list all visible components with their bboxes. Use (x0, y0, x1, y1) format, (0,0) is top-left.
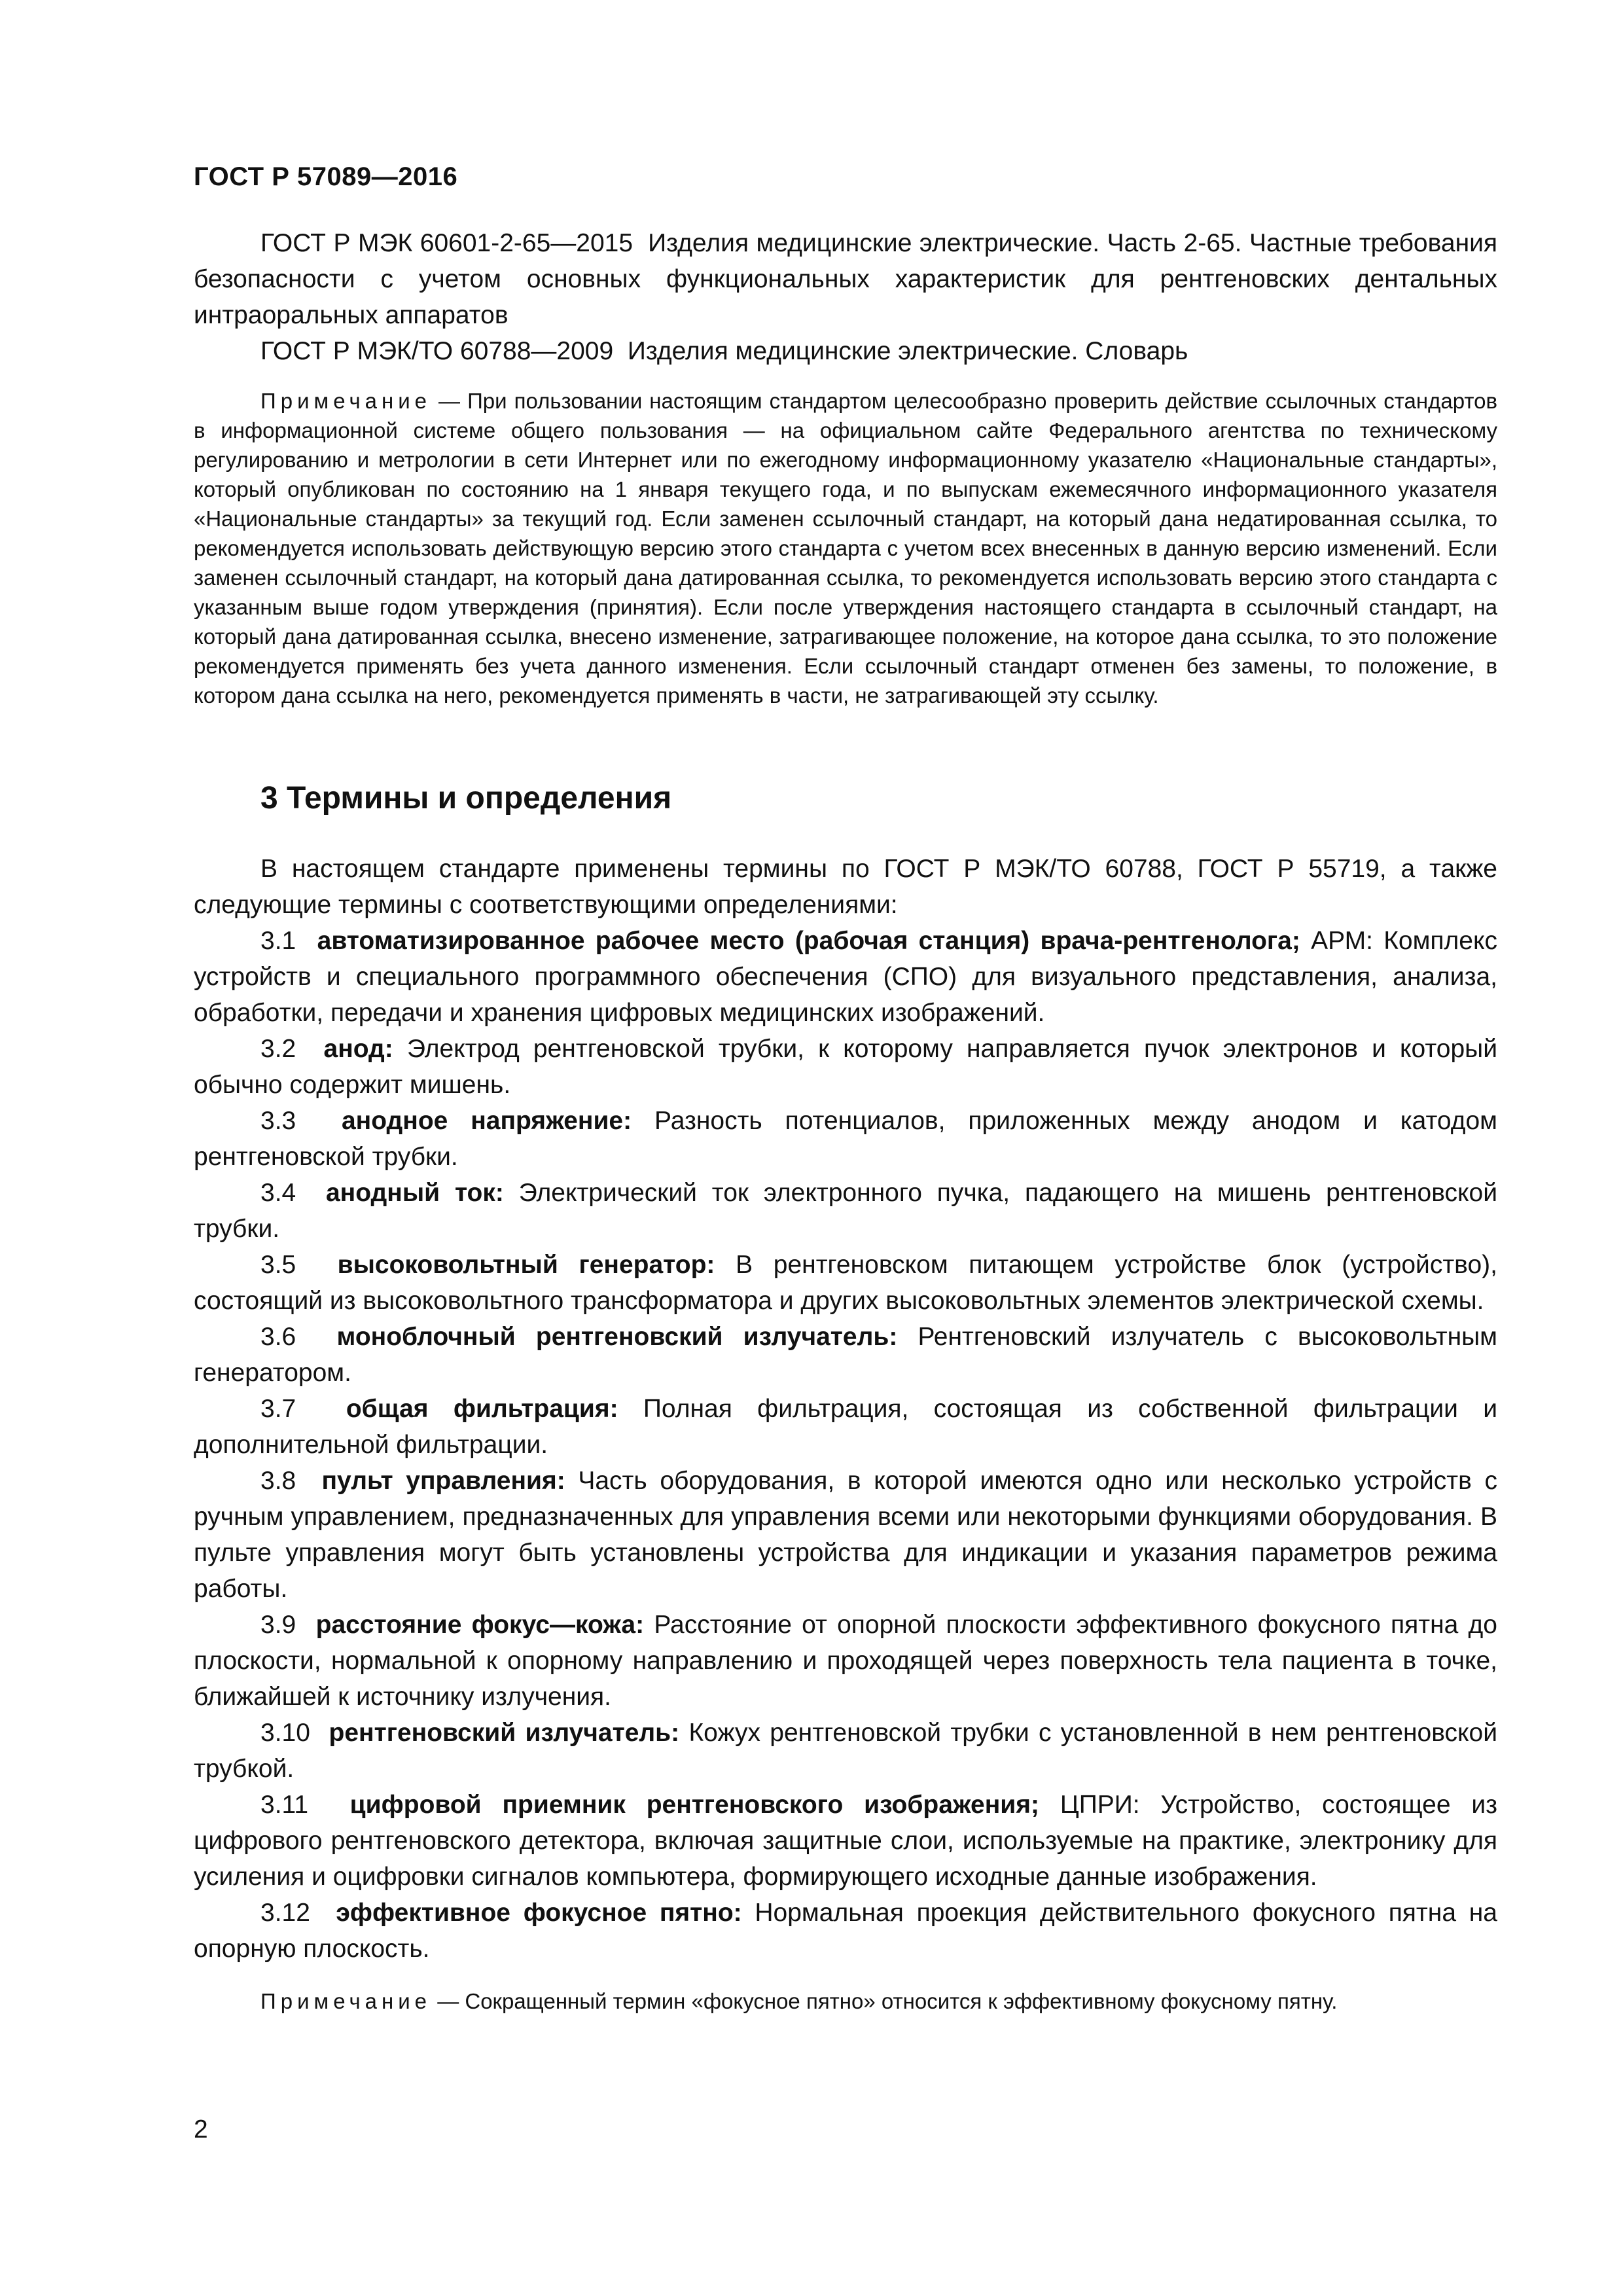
term-name: анод: (323, 1035, 393, 1063)
note-text: — При пользовании настоящим стандартом целесообразно проверить действие ссылочных стандартов в информационной системе общего пользования — на официальном сайте Федерального агентства по техническому регулированию и метрологии в сети Интернет или по ежегодному информационному указателю «Национальные стандарты», который опубликован по состоянию на 1 января текущего года, и по выпускам ежемесячного информационного указателя «Национальные стандарты» за текущий год. Если заменен ссылочный стандарт, на который дана недатированная ссылка, то рекомендуется использовать действующую версию этого стандарта с учетом всех внесенных в данную версию изменений. Если заменен ссылочный стандарт, на который дана датированная ссылка, то рекомендуется использовать версию этого стандарта с указанным выше годом утверждения (принятия). Если после утверждения настоящего стандарта в ссылочный стандарт, на который дана датированная ссылка, внесено изменение, затрагивающее положение, на которое дана ссылка, то это положение рекомендуется применять без учета данного изменения. Если ссылочный стандарт отменен без замены, то положение, в котором дана ссылка на него, рекомендуется применять в части, не затрагивающей эту ссылку. (194, 389, 1497, 708)
note-paragraph (194, 386, 1497, 710)
term-name: расстояние фокус—кожа: (315, 1611, 645, 1639)
term-name: автоматизированное рабочее место (рабочая станция) врача-рентгенолога; (317, 927, 1300, 955)
term-definition: Кожух рентгеновской трубки с установленной в нем рентгеновской трубкой. (194, 1719, 1497, 1783)
term-definition: Часть оборудования, в которой имеются одно или несколько устройств с ручным управлением, предназначенных для управления всеми или некоторыми функциями оборудования. В пульте управления могут быть установлены устройства для индикации и указания параметров режима работы. (194, 1467, 1498, 1603)
term-number: 3.12 (260, 1899, 310, 1927)
term-name: пульт управления: (321, 1467, 565, 1495)
reference-title: Изделия медицинские электрические. Часть 2-65. Частные требования безопасности с учетом основных функциональных характеристик для рентгеновских дентальных интраоральных аппаратов (194, 229, 1498, 329)
term-item (194, 1031, 1497, 1103)
section-intro: В настоящем стандарте применены термины по ГОСТ Р МЭК/ТО 60788, ГОСТ Р 55719, а также следующие термины с соответствующими определениями: (194, 855, 1497, 919)
term-number: 3.4 (260, 1179, 296, 1207)
term-number: 3.1 (260, 927, 296, 955)
term-item (194, 1319, 1497, 1391)
term-name: высоковольтный генератор: (337, 1251, 715, 1279)
term-name: рентгеновский излучатель: (329, 1719, 680, 1747)
term-item (194, 923, 1497, 1031)
term-definition: Расстояние от опорной плоскости эффективного фокусного пятна до плоскости, нормальной к опорному направлению и проходящей через поверхность тела пациента в точке, ближайшей к источнику излучения. (194, 1611, 1497, 1711)
term-item (194, 1103, 1497, 1175)
term-name: моноблочный рентгеновский излучатель: (336, 1323, 898, 1351)
term-definition: Рентгеновский излучатель с высоковольтным генератором. (194, 1323, 1497, 1387)
term-definition: АРМ: Комплекс устройств и специального программного обеспечения (СПО) для визуального представления, анализа, обработки, передачи и хранения цифровых медицинских изображений. (194, 927, 1497, 1027)
term-item (194, 1247, 1497, 1319)
term-definition: В рентгеновском питающем устройстве блок (устройство), состоящий из высоковольтного трансформатора и других высоковольтных элементов электрической схемы. (194, 1251, 1497, 1315)
term-definition: Электрод рентгеновской трубки, к которому направляется пучок электронов и который обычно содержит мишень. (194, 1035, 1497, 1099)
term-item (194, 1607, 1497, 1715)
term-number: 3.11 (260, 1791, 309, 1819)
reference-item (194, 225, 1497, 333)
section-3 (194, 780, 1497, 816)
term-definition: Разность потенциалов, приложенных между анодом и катодом рентгеновской трубки. (194, 1107, 1497, 1171)
term-definition: Нормальная проекция действительного фокусного пятна на опорную плоскость. (194, 1899, 1497, 1963)
term-name: анодное напряжение: (341, 1107, 632, 1135)
term-definition: ЦПРИ: Устройство, состоящее из цифрового рентгеновского детектора, включая защитные слои, используемые на практике, электронику для усиления и оцифровки сигналов компьютера, формирующего исходные данные изображения. (194, 1791, 1498, 1891)
term-number: 3.7 (260, 1395, 296, 1423)
reference-title: Изделия медицинские электрические. Словарь (627, 337, 1188, 365)
note-label: Примечание (260, 389, 432, 413)
term-item (194, 1175, 1497, 1247)
section-title: 3 Термины и определения (260, 781, 672, 816)
term-definition: Электрический ток электронного пучка, падающего на мишень рентгеновской трубки. (194, 1179, 1497, 1243)
note-text: — Сокращенный термин «фокусное пятно» относится к эффективному фокусному пятну. (437, 1989, 1338, 2013)
term-number: 3.6 (260, 1323, 296, 1351)
term-number: 3.2 (260, 1035, 296, 1063)
note-paragraph (194, 1986, 1497, 2016)
note-block (194, 386, 1497, 710)
term-number: 3.8 (260, 1467, 296, 1495)
term-item (194, 1463, 1497, 1607)
term-number: 3.10 (260, 1719, 310, 1747)
normative-references (194, 225, 1497, 369)
term-number: 3.5 (260, 1251, 296, 1279)
terms-list (194, 851, 1497, 2016)
term-item (194, 1391, 1497, 1463)
term-item (194, 1895, 1497, 1967)
term-name: анодный ток: (325, 1179, 504, 1207)
document-header: ГОСТ Р 57089—2016 (194, 162, 458, 191)
term-definition: Полная фильтрация, состоящая из собственной фильтрации и дополнительной фильтрации. (194, 1395, 1497, 1459)
reference-code: ГОСТ Р МЭК 60601-2-65—2015 (260, 229, 633, 257)
reference-item (194, 333, 1497, 369)
reference-code: ГОСТ Р МЭК/ТО 60788—2009 (260, 337, 614, 365)
term-name: общая фильтрация: (346, 1395, 618, 1423)
term-number: 3.3 (260, 1107, 296, 1135)
note-label: Примечание (260, 1989, 432, 2013)
term-item (194, 1715, 1497, 1787)
term-name: эффективное фокусное пятно: (336, 1899, 742, 1927)
term-number: 3.9 (260, 1611, 296, 1639)
term-item (194, 1787, 1497, 1895)
term-name: цифровой приемник рентгеновского изображения; (349, 1791, 1040, 1819)
page-number: 2 (194, 2115, 208, 2144)
